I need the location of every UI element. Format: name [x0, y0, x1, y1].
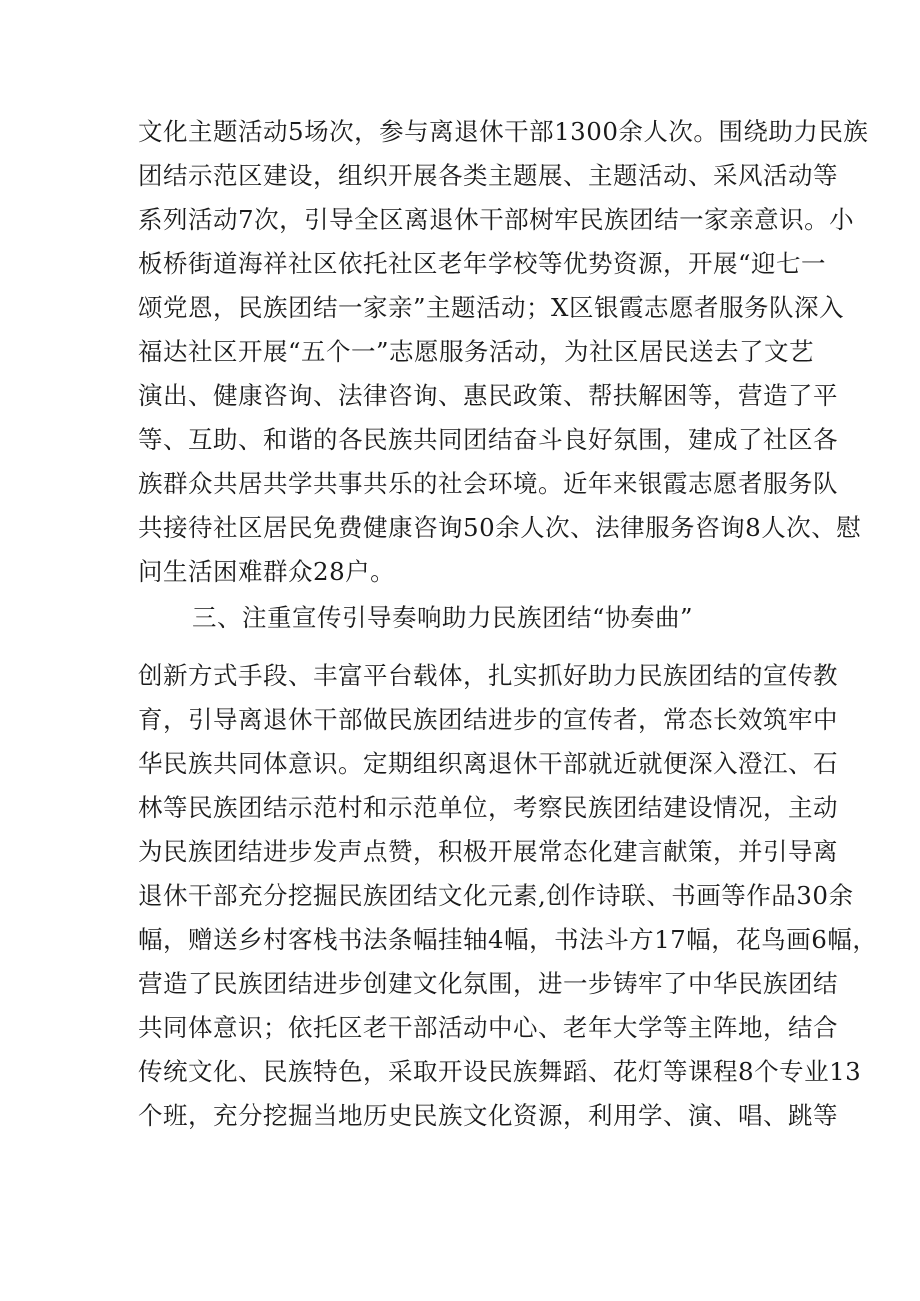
paragraph-line: 育，引导离退休干部做民族团结进步的宣传者，常态长效筑牢中 — [138, 705, 838, 734]
paragraph-line: 为民族团结进步发声点赞，积极开展常态化建言献策，并引导离 — [138, 837, 838, 866]
paragraph-line: 福达社区开展“五个一”志愿服务活动，为社区居民送去了文艺 — [138, 337, 815, 366]
paragraph-line: 传统文化、民族特色，采取开设民族舞蹈、花灯等课程8个专业13 — [138, 1057, 862, 1086]
paragraph-line: 系列活动7次，引导全区离退休干部树牢民族团结一家亲意识。小 — [138, 205, 855, 234]
paragraph-line: 团结示范区建设，组织开展各类主题展、主题活动、采风活动等 — [138, 161, 838, 190]
paragraph-line: 共同体意识；依托区老干部活动中心、老年大学等主阵地，结合 — [138, 1013, 838, 1042]
paragraph-line: 板桥街道海祥社区依托社区老年学校等优势资源，开展“迎七一 — [138, 249, 827, 278]
paragraph-line: 创新方式手段、丰富平台载体，扎实抓好助力民族团结的宣传教 — [138, 661, 838, 690]
paragraph-line: 族群众共居共学共事共乐的社会环境。近年来银霞志愿者服务队 — [138, 469, 838, 498]
paragraph-line: 等、互助、和谐的各民族共同团结奋斗良好氛围，建成了社区各 — [138, 425, 838, 454]
paragraph-line: 颂党恩，民族团结一家亲”主题活动；X区银霞志愿者服务队深入 — [138, 293, 844, 322]
paragraph-line: 退休干部充分挖掘民族团结文化元素,创作诗联、书画等作品30余 — [138, 881, 854, 910]
paragraph-line: 华民族共同体意识。定期组织离退休干部就近就便深入澄江、石 — [138, 749, 838, 778]
section-heading: 三、注重宣传引导奏响助力民族团结“协奏曲” — [192, 603, 694, 632]
paragraph-line: 个班，充分挖掘当地历史民族文化资源，利用学、演、唱、跳等 — [138, 1101, 838, 1130]
paragraph-line: 问生活困难群众28户。 — [138, 557, 396, 586]
paragraph-line: 林等民族团结示范村和示范单位，考察民族团结建设情况，主动 — [138, 793, 838, 822]
paragraph-line: 共接待社区居民免费健康咨询50余人次、法律服务咨询8人次、慰 — [138, 513, 862, 542]
paragraph-line: 幅，赠送乡村客栈书法条幅挂轴4幅，书法斗方17幅，花鸟画6幅， — [138, 925, 878, 954]
paragraph-line: 文化主题活动5场次，参与离退休干部1300余人次。围绕助力民族 — [138, 117, 869, 146]
paragraph-line: 营造了民族团结进步创建文化氛围，进一步铸牢了中华民族团结 — [138, 969, 838, 998]
paragraph-line: 演出、健康咨询、法律咨询、惠民政策、帮扶解困等，营造了平 — [138, 381, 838, 410]
